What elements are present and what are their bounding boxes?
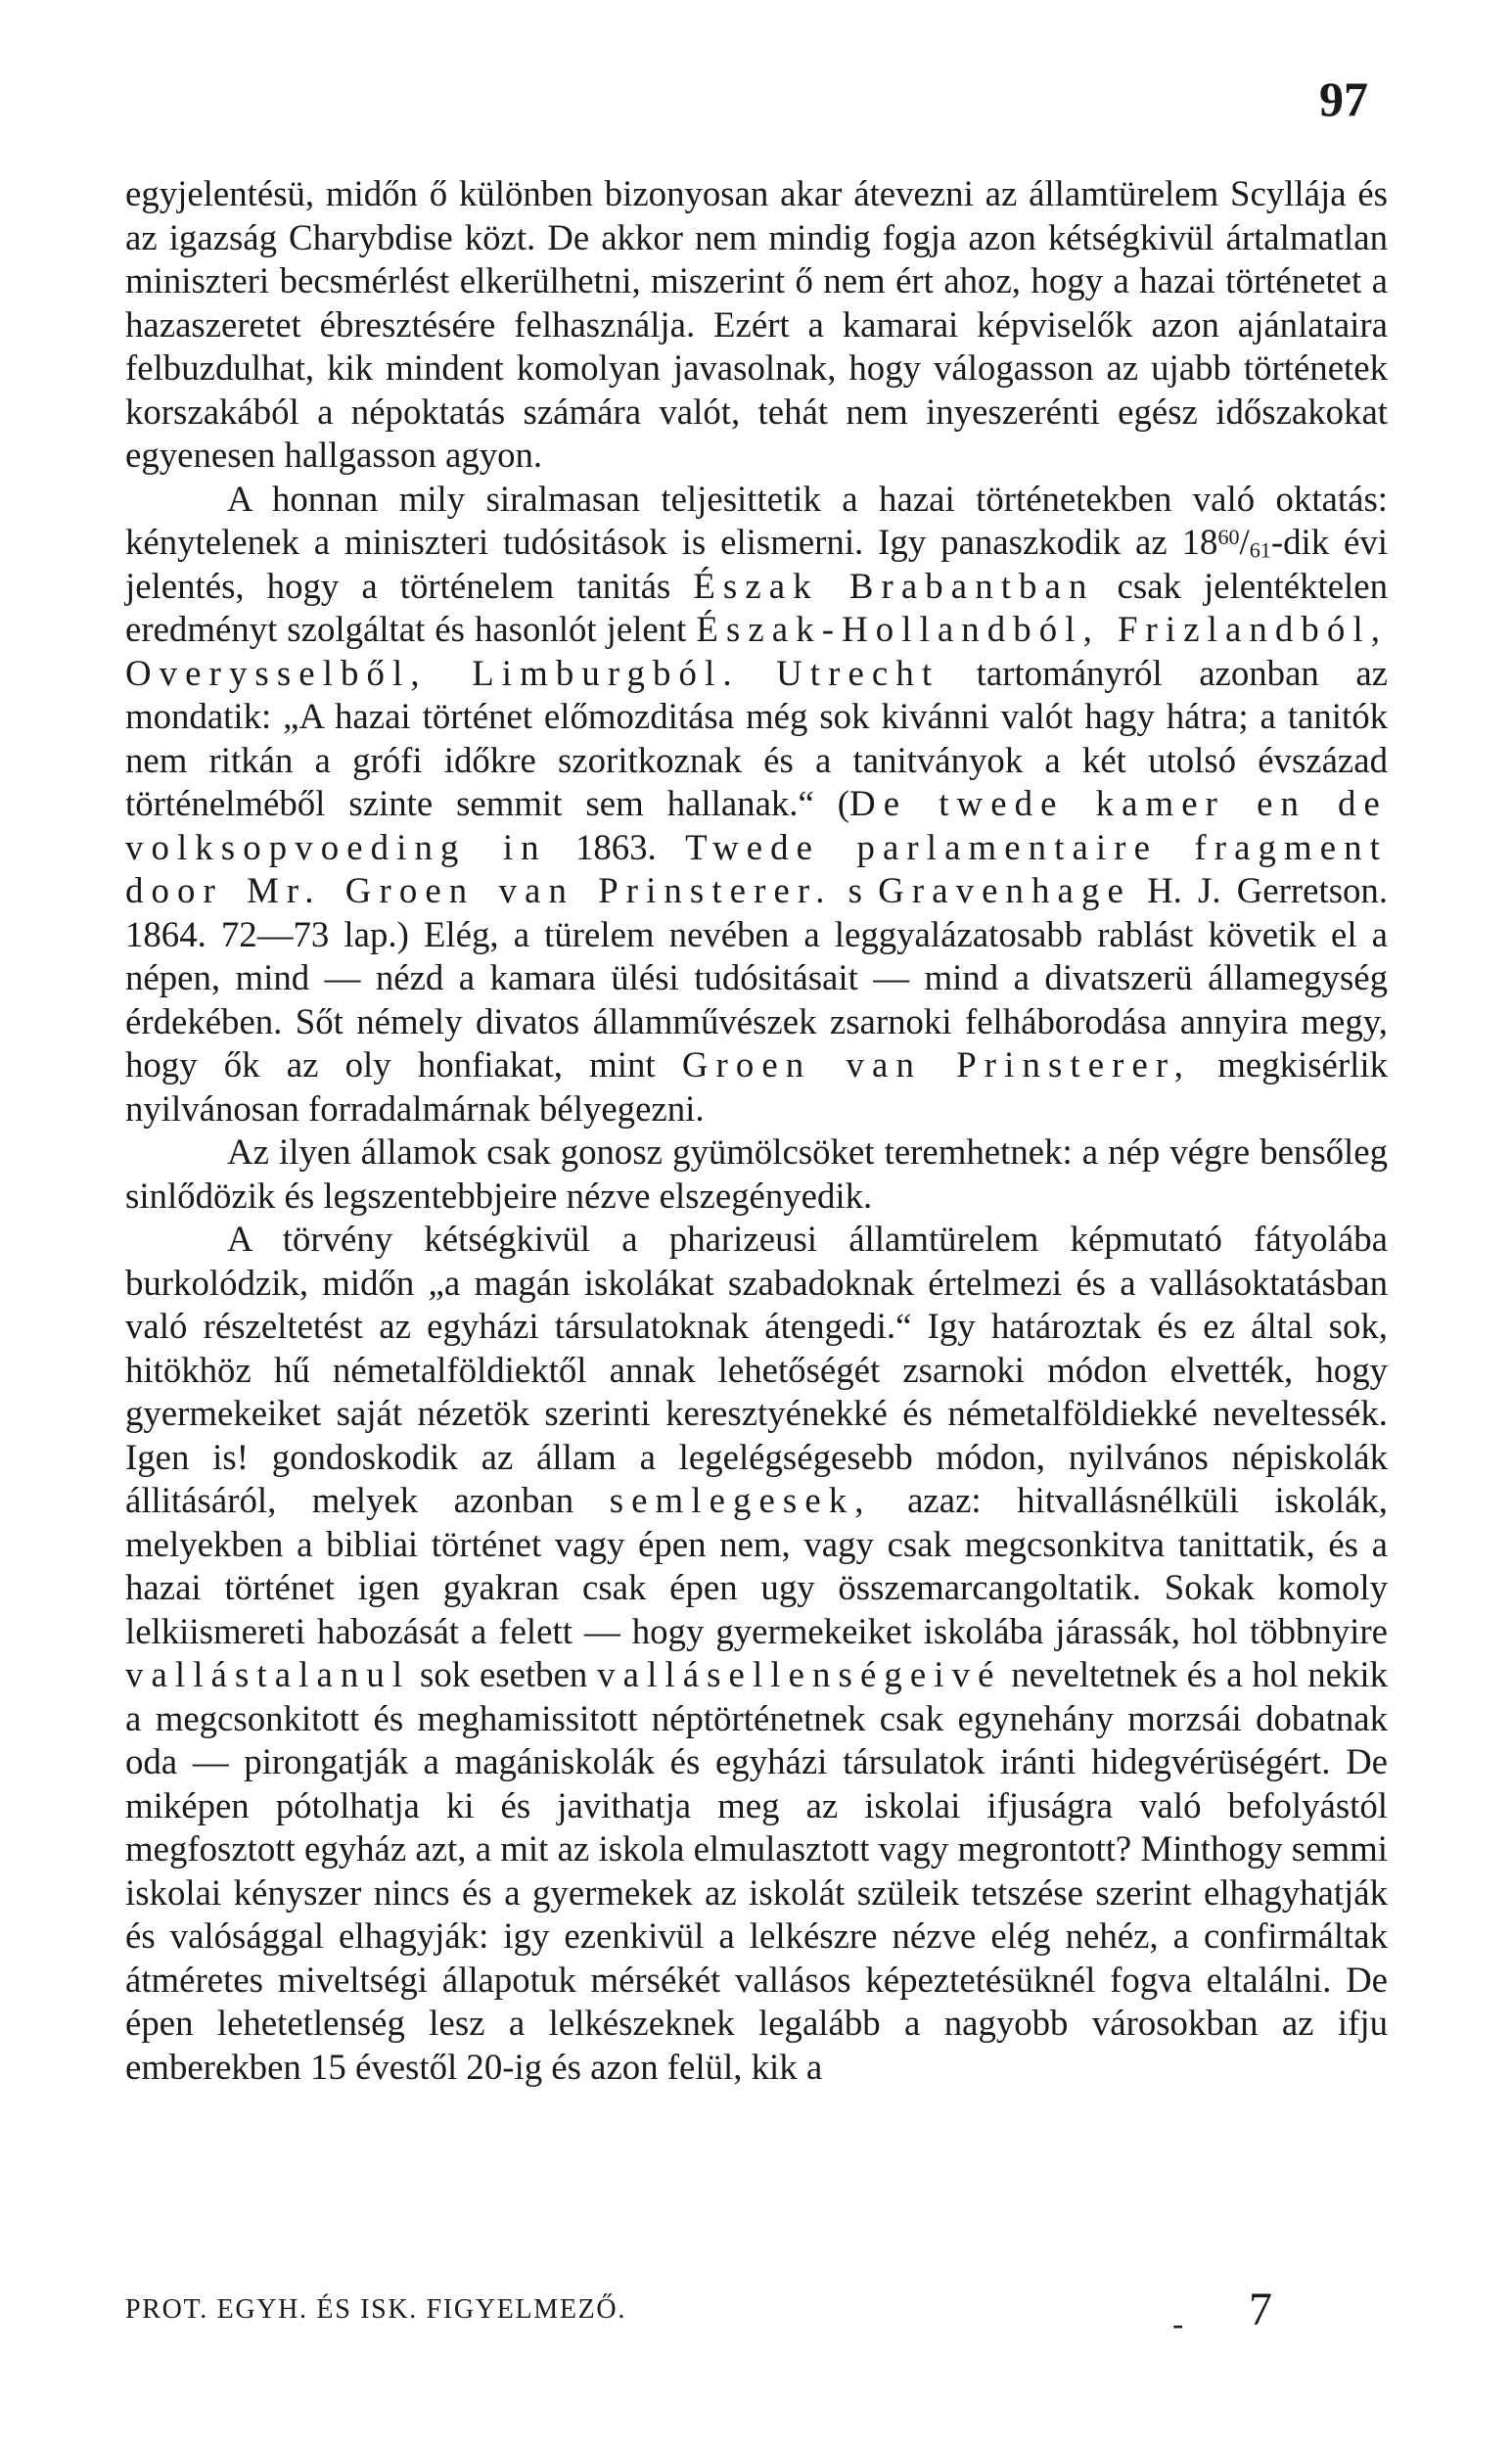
emphasis-text: Észak Brabantban <box>693 565 1095 606</box>
emphasis-text: Gravenhage <box>878 870 1131 910</box>
fraction-denominator: 61 <box>1249 537 1271 563</box>
emphasis-text: Groen van Prinsterer, <box>681 1044 1192 1085</box>
text-run: Az ilyen államok csak gonosz gyümölcsöket teremhetnek: a nép végre bensőleg sinlődözik és legszentebbjeire nézve elszegényedik. <box>125 1131 1388 1216</box>
sheet-number: 7 <box>1249 2284 1272 2335</box>
text-run: csak jelentéktelen eredményt szolgáltat és hasonlót jelent <box>125 565 1388 649</box>
paragraph <box>125 1131 1388 1218</box>
paragraph <box>125 478 1388 1131</box>
emphasis-text: Észak-Hollandból, Frizlandból, Overysselből, Limburgból. <box>125 609 1388 693</box>
text-run: s <box>832 870 879 910</box>
text-run: megkisérlik nyilvánosan forradalmárnak bélyegezni. <box>125 1044 1388 1129</box>
emphasis-text: vallástalanul <box>125 1654 411 1694</box>
emphasis-text: semlegesek, <box>609 1480 872 1520</box>
text-run: tartományról azonban az mondatik: „A hazai történet előmozditása még sok kivánni valót hagy hátra; a tanitók nem ritkán a grófi időkre szoritkoznak és a tanitványok a két utolsó évszázad történelméből szinte semmit sem hallanak.“ ( <box>125 652 1388 823</box>
emphasis-text: Twede parlamentaire fragment door Mr. Groen van Prinsterer. <box>125 826 1388 910</box>
text-run: sok esetben <box>410 1654 598 1694</box>
text-run: H. J. Gerretson. 1864. 72—73 lap.) Elég, a türelem nevében a leggyalázatosabb rablást követik el a népen, mind — nézd a kamara ülési tudósitásait — mind a divatszerü államegység érdekében. Sőt némely divatos államművészek zsarnoki felháborodása annyira megy, hogy ők az oly honfiakat, mint <box>125 870 1389 1085</box>
text-run: 1863. <box>546 826 686 867</box>
body-text <box>125 172 1388 2089</box>
emphasis-text: De twede kamer en de volksopvoeding in <box>125 783 1388 867</box>
page-footer <box>125 2284 1388 2342</box>
text-run: azaz: hitvallásnélküli iskolák, melyekben a bibliai történet vagy épen nem, vagy csak megcsonkitva tanittatik, és a hazai történet igen gyakran csak épen ugy összemarcangoltatik. Sokak komoly lelkiismereti habozását a felett — hogy gyermekeiket iskolába járassák, hol többnyire <box>125 1480 1389 1651</box>
signature-line: PROT. EGYH. ÉS ISK. FIGYELMEZŐ. <box>125 2294 627 2325</box>
emphasis-text: vallásellenségeivé <box>597 1654 1002 1694</box>
text-run: -dik évi jelentés, hogy a történelem tanitás <box>125 522 1388 606</box>
text-run: A törvény kétségkivül a pharizeusi államtürelem képmutató fátyolába burkolódzik, midőn „a magán iskolákat szabadoknak értelmezi és a vallásoktatásban való részeltetést az egyházi társulatoknak átengedi.“ Igy határoztak és ez által sok, hitökhöz hű németalföldiektől annak lehetőségét zsarnoki módon elvették, hogy gyermekeiket saját nézetök szerinti keresztyénekké és németalföldiekké neveltessék. Igen is! gondoskodik az állam a legelégségesebb módon, nyilvános népiskolák állitásáról, melyek azonban <box>125 1219 1388 1520</box>
page-number: 97 <box>1319 71 1368 126</box>
text-run: A honnan mily siralmasan teljesittetik a hazai történetekben való oktatás: kénytelenek a miniszteri tudósitások is elismerni. Igy panaszkodik az 18 <box>125 478 1388 562</box>
text-run: egyjelentésü, midőn ő különben bizonyosan akar átevezni az államtürelem Scyllája és az igazság Charybdise közt. De akkor nem mindig fogja azon kétségkivül ártalmatlan miniszteri becsmérlést elkerülhetni, miszerint ő nem ért ahoz, hogy a hazai történetet a hazaszeretet ébresztésére felhasználja. Ezért a kamarai képviselők azon ajánlataira felbuzdulhat, kik mindent komolyan javasolnak, hogy válogasson az ujabb történetek korszakából a népoktatás számára valót, tehát nem inyeszerénti egész időszakokat egyenesen hallgasson agyon. <box>125 173 1388 475</box>
text-run <box>740 653 777 693</box>
sheet-marker: - <box>1172 2306 1184 2342</box>
fraction-slash: / <box>1239 522 1250 562</box>
text-run: neveltetnek és a hol nekik a megcsonkitott és meghamissitott néptörténetnek csak egynehány morzsái dobatnak oda — pirongatják a magániskolák és egyházi társulatok iránti hidegvérüségért. De miképen pótolhatja ki és javithatja meg az iskolai ifjuságra való befolyástól megfosztott egyház azt, a mit az iskola elmulasztott vagy megrontott? Minthogy semmi iskolai kényszer nincs és a gyermekek az iskolát szüleik tetszése szerint elhagyhatják és valósággal elhagyják: igy ezenkivül a lelkészre nézve elég nehéz, a confirmáltak átméretes miveltségi állapotuk mérsékét vallásos képeztetésüknél fogva eltalálni. De épen lehetetlenség lesz a lelkészeknek legalább a nagyobb városokban az ifju emberekben 15 évestől 20-ig és azon felül, kik a <box>125 1654 1388 2087</box>
fraction-numerator: 60 <box>1217 525 1240 550</box>
paragraph <box>125 172 1388 478</box>
emphasis-text: Utrecht <box>776 652 940 693</box>
paragraph <box>125 1218 1388 2089</box>
